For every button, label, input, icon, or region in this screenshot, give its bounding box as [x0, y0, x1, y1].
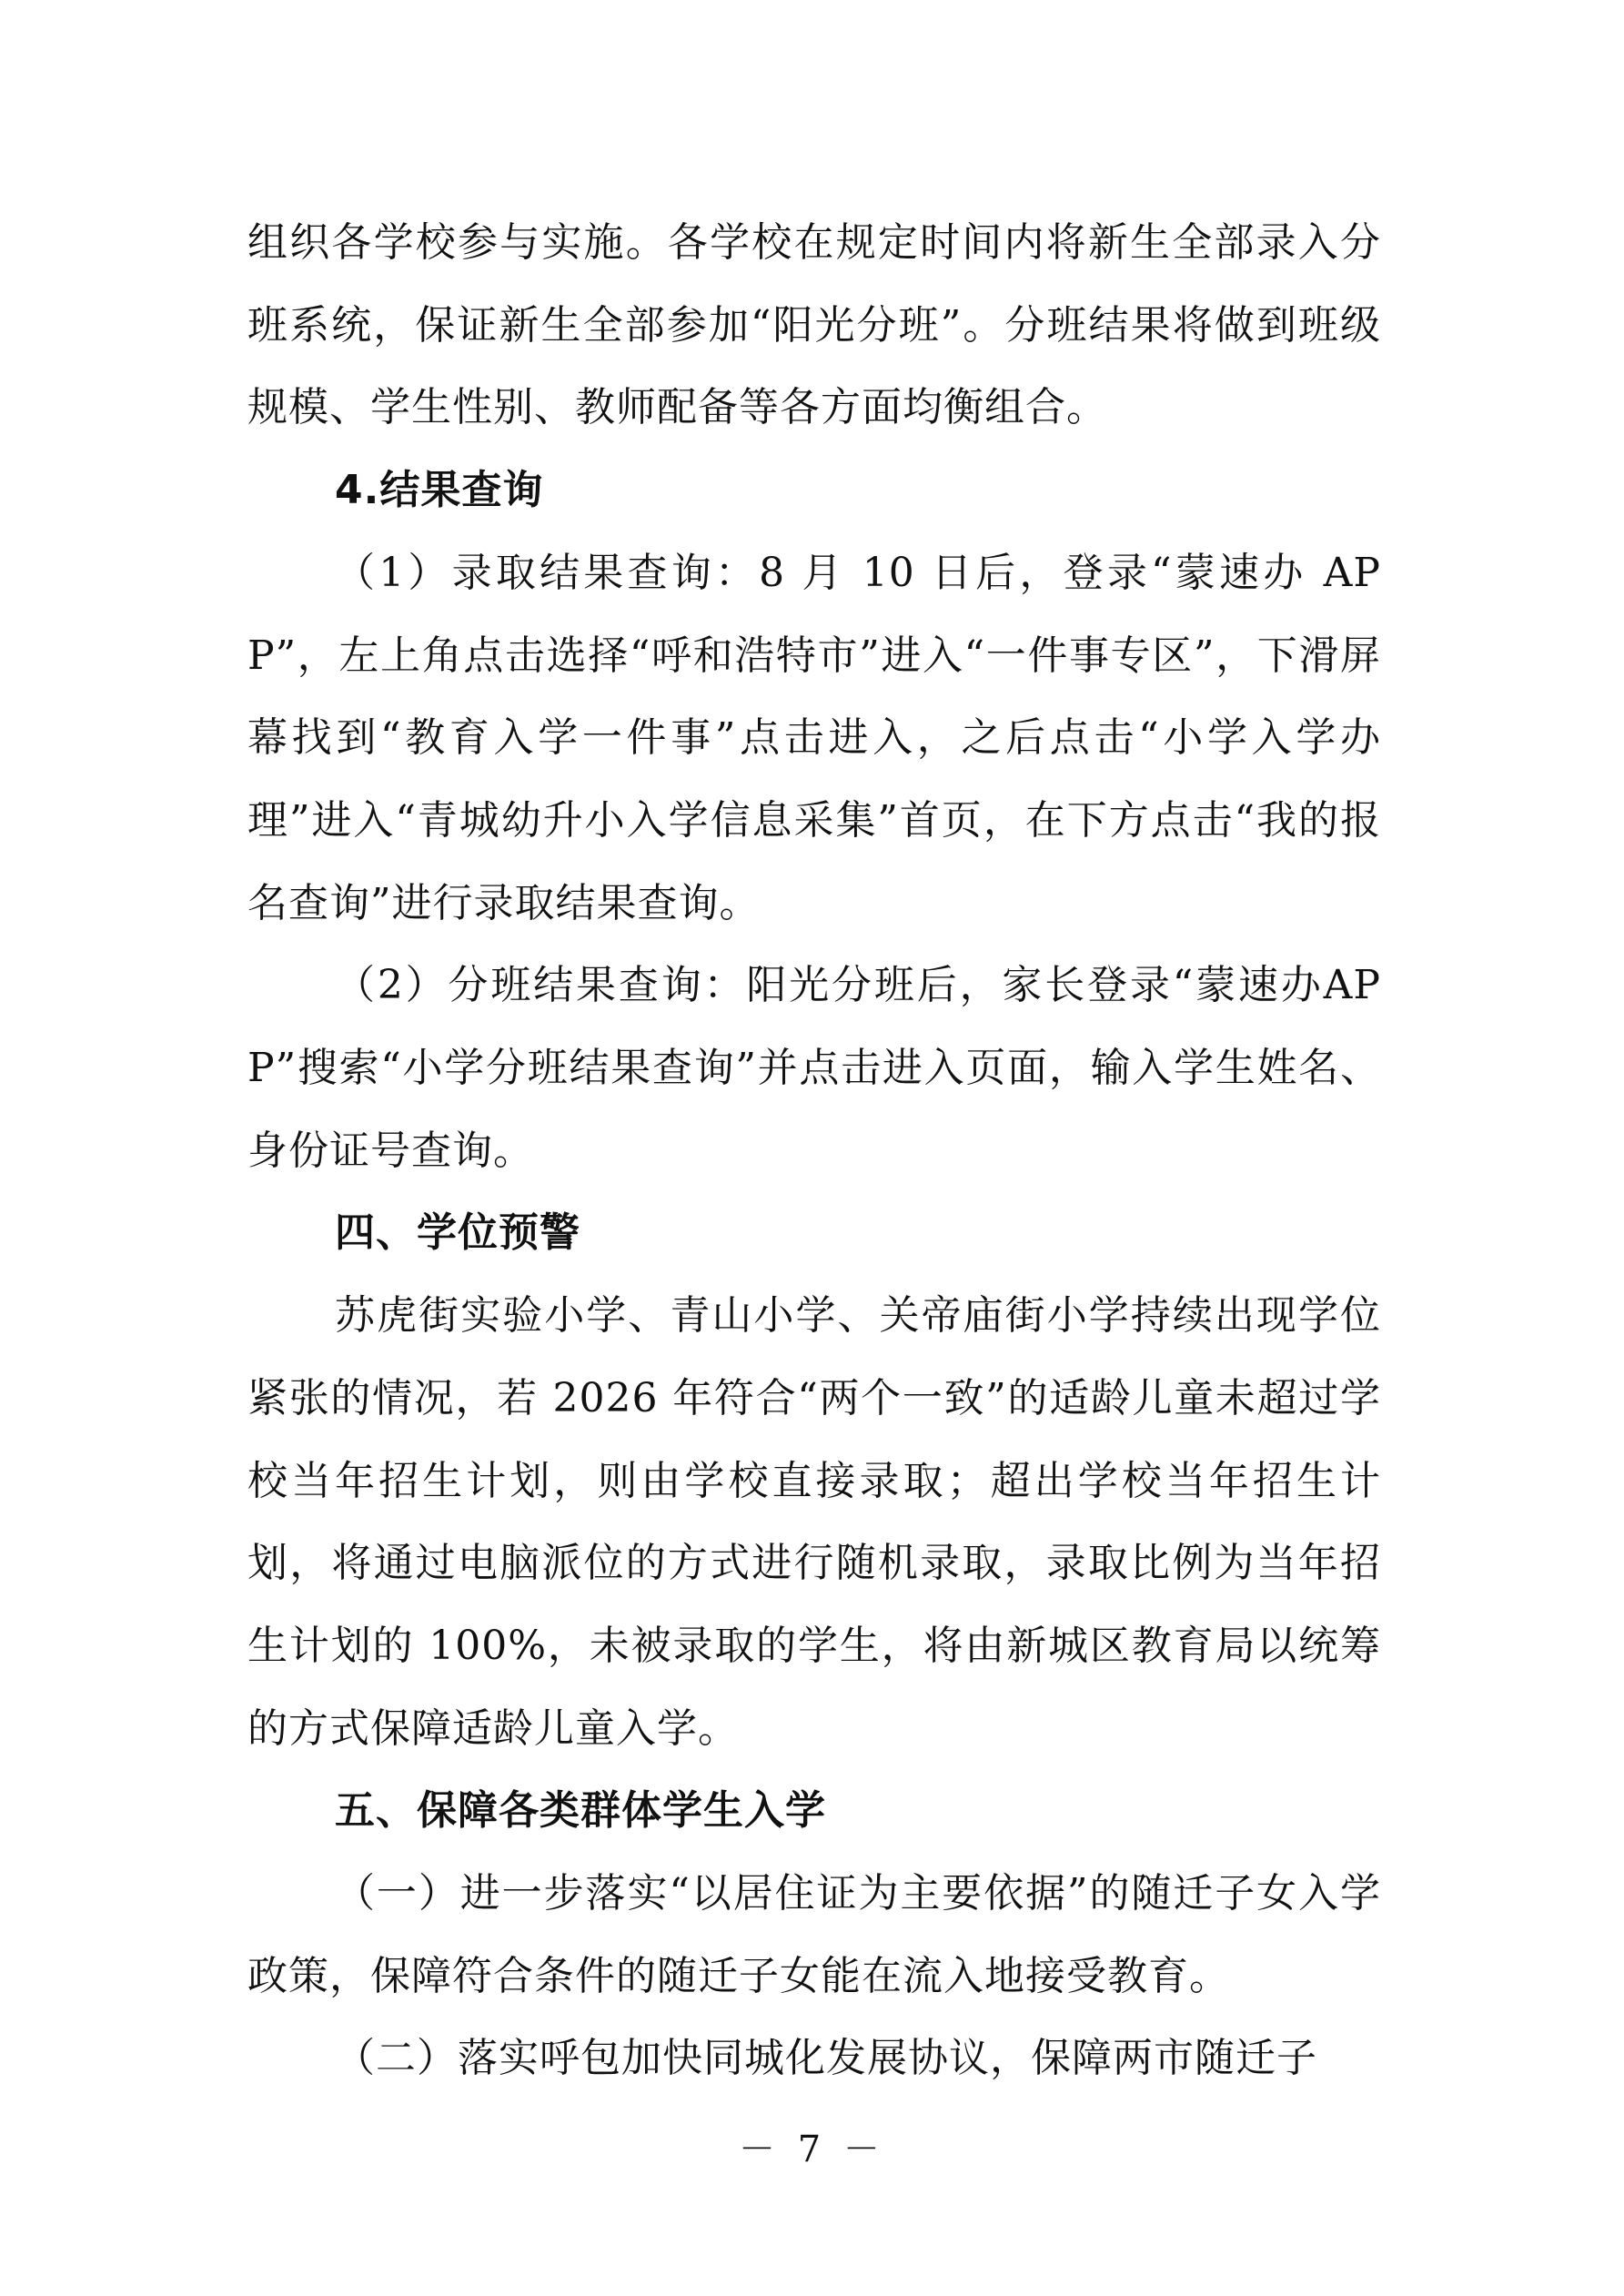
document-body — [247, 202, 1381, 2100]
section-heading-student-groups: 五、保障各类群体学生入学 — [335, 1787, 826, 1835]
paragraph-migrant-children-policy: （一）进一步落实“以居住证为主要依据”的随迁子女入学政策，保障符合条件的随迁子女能在流入地接受教育。 — [247, 1870, 1381, 1999]
page-number: － 7 － — [739, 2129, 885, 2170]
paragraph-seat-warning: 苏虎街实验小学、青山小学、关帝庙街小学持续出现学位紧张的情况，若 2026 年符合“两个一致”的适龄儿童未超过学校当年招生计划，则由学校直接录取；超出学校当年招生计划，将通过电脑派位的方式进行随机录取，录取比例为当年招生计划的 100%，未被录取的学生，将由新城区教育局以统筹的方式保障适龄儿童入学。 — [247, 1292, 1381, 1752]
paragraph-continuation: 组织各学校参与实施。各学校在规定时间内将新生全部录入分班系统，保证新生全部参加“阳光分班”。分班结果将做到班级规模、学生性别、教师配备等各方面均衡组合。 — [247, 219, 1381, 431]
paragraph-hohhot-baotou-agreement: （二）落实呼包加快同城化发展协议，保障两市随迁子 — [335, 2035, 1317, 2082]
paragraph-class-result-query: （2）分班结果查询：阳光分班后，家长登录“蒙速办APP”搜索“小学分班结果查询”并点击进入页面，输入学生姓名、身份证号查询。 — [247, 962, 1381, 1174]
section-heading-result-query: 4.结果查询 — [335, 467, 544, 514]
section-heading-seat-warning: 四、学位预警 — [335, 1209, 580, 1257]
paragraph-admission-result-query: （1）录取结果查询：8 月 10 日后，登录“蒙速办 APP”，左上角点击选择“呼和浩特市”进入“一件事专区”，下滑屏幕找到“教育入学一件事”点击进入，之后点击“小学入学办理”进入“青城幼升小入学信息采集”首页，在下方点击“我的报名查询”进行录取结果查询。 — [247, 549, 1381, 926]
